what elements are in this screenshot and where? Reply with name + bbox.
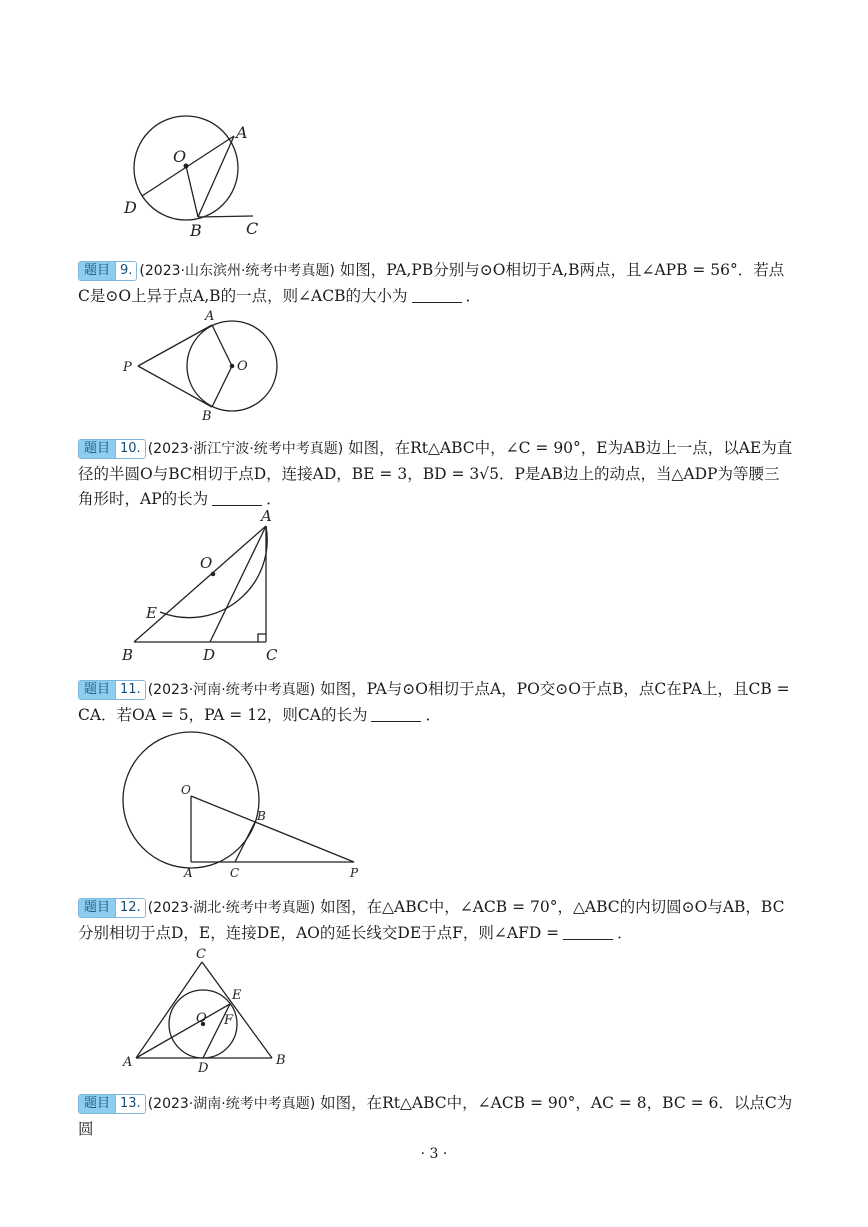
figure-problem-9 (120, 308, 290, 428)
svg-text:B: B (122, 646, 134, 664)
svg-text:O: O (237, 359, 248, 374)
label-O: O (173, 147, 187, 166)
problem-text: 题目 9. (2023·山东滨州·统考中考真题) 如图，PA,PB分别与⊙O相切于A,B两点，且∠APB = 56°．若点C是⊙O上异于点A,B的一点，则∠ACB的大小为 ． (78, 261, 785, 305)
problem-text: 题目 13. (2023·湖南·统考中考真题) 如图，在Rt△ABC中，∠ACB = 90°，AC = 8，BC = 6．以点C为圆 (78, 1094, 793, 1138)
svg-text:O: O (200, 554, 213, 572)
label-D: D (124, 198, 137, 217)
svg-text:F: F (224, 1013, 234, 1028)
page-number: · 3 · (420, 1146, 448, 1162)
problem-badge: 题目 9. (78, 261, 137, 281)
figure-problem-8 (118, 112, 278, 247)
problem-badge: 题目 11. (78, 680, 146, 700)
problem-badge: 题目 10. (78, 439, 146, 459)
label-B: B (190, 221, 202, 240)
svg-text:O: O (196, 1011, 207, 1026)
svg-text:P: P (123, 360, 132, 375)
svg-text:P: P (350, 866, 359, 880)
figure-problem-10 (118, 508, 298, 663)
label-A: A (236, 123, 248, 142)
problem-text: 题目 10. (2023·浙江宁波·统考中考真题) 如图，在Rt△ABC中，∠C = 90°，E为AB边上一点，以AE为直径的半圆O与BC相切于点D，连接AD，BE = 3，BD = 3√5．P是AB边上的动点，当△ADP为等腰三角形时，AP的长为 ． (78, 439, 793, 508)
problem-13 (78, 1091, 794, 1142)
problem-badge: 题目 13. (78, 1094, 146, 1114)
svg-text:C: C (266, 646, 278, 664)
svg-text:C: C (230, 866, 240, 880)
svg-text:D: D (198, 1061, 209, 1076)
problem-9 (78, 258, 794, 309)
svg-text:B: B (257, 809, 266, 823)
problem-text: 题目 11. (2023·河南·统考中考真题) 如图，PA与⊙O相切于点A，PO交⊙O于点B，点C在PA上，且CB = CA．若OA = 5，PA = 12，则CA的长为 ． (78, 680, 790, 724)
problem-source: (2023·山东滨州·统考中考真题) (139, 263, 335, 279)
svg-text:A: A (261, 507, 272, 525)
problem-source: (2023·浙江宁波·统考中考真题) (147, 441, 344, 457)
problem-source: (2023·河南·统考中考真题) (147, 682, 316, 698)
svg-text:A: A (184, 866, 193, 880)
problem-source: (2023·湖北·统考中考真题) (147, 900, 316, 916)
problem-10 (78, 436, 794, 512)
problem-text: 题目 12. (2023·湖北·统考中考真题) 如图，在△ABC中，∠ACB = 70°，△ABC的内切圆⊙O与AB，BC分别相切于点D，E，连接DE，AO的延长线交DE于点F，则∠AFD = ． (78, 898, 785, 942)
label-C: C (246, 219, 259, 238)
answer-blank[interactable] (412, 288, 462, 303)
svg-text:E: E (146, 604, 157, 622)
problem-12 (78, 895, 794, 946)
svg-text:A: A (123, 1055, 133, 1070)
svg-text:O: O (181, 783, 191, 797)
problem-badge: 题目 12. (78, 898, 146, 918)
svg-text:E: E (232, 988, 242, 1003)
figure-problem-12 (118, 944, 298, 1076)
answer-blank[interactable] (371, 707, 421, 722)
svg-text:B: B (276, 1053, 286, 1068)
svg-text:D: D (203, 646, 216, 664)
answer-blank[interactable] (212, 491, 262, 506)
problem-11 (78, 677, 794, 728)
svg-text:C: C (196, 947, 206, 962)
figure-problem-11 (118, 738, 368, 884)
answer-blank[interactable] (563, 925, 613, 940)
problem-source: (2023·湖南·统考中考真题) (147, 1096, 316, 1112)
svg-text:A: A (205, 309, 215, 324)
svg-text:B: B (202, 409, 212, 424)
